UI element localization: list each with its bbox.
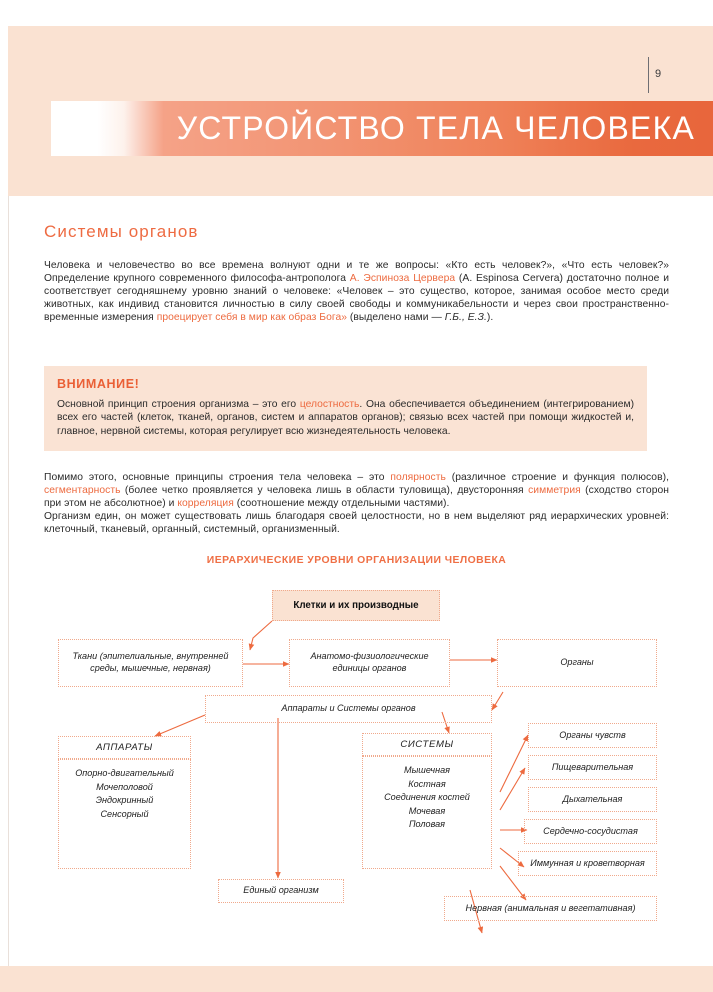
- p2-part4: (сходство сторон при этом не абсолютное) и: [44, 485, 669, 510]
- hierarchy-diagram: [0, 555, 713, 935]
- apparatus-item: Мочеполовой: [96, 781, 153, 792]
- node-immune: [518, 851, 657, 876]
- node-systems-list: [362, 756, 492, 869]
- p1-highlight-name: А. Эспиноза Цервера: [349, 273, 456, 285]
- attention-title: ВНИМАНИЕ!: [57, 377, 140, 391]
- systems-items: [367, 765, 487, 831]
- section-title: Системы органов: [44, 222, 199, 241]
- node-cardiovascular-label: Сердечно-сосудистая: [543, 825, 638, 836]
- p2-part3: (более четко проявляется у человека лишь в области туловища), двусторонняя: [120, 485, 529, 497]
- p2-part2: (различное строение и функция полюсов),: [445, 472, 669, 483]
- footer-band: [0, 966, 713, 992]
- node-respiratory: [528, 787, 657, 812]
- page-number-rule: [648, 57, 649, 93]
- node-units: [289, 639, 450, 687]
- node-nervous-label: Нервная (анимальная и вегетативная): [465, 902, 636, 913]
- node-organs-label: Органы: [560, 657, 594, 668]
- p2-part1: Помимо этого, основные принципы строения тела человека – это: [44, 472, 391, 483]
- node-digestive: [528, 755, 657, 780]
- paragraph-1: [44, 259, 669, 324]
- apparatus-item: Сенсорный: [100, 808, 149, 819]
- node-cells-label: Клетки и их производные: [293, 599, 419, 611]
- node-apparatus-and-systems-label: Аппараты и Системы органов: [281, 703, 416, 714]
- p2-highlight-polarity: полярность: [390, 472, 446, 483]
- apparatus-item: Опорно-двигательный: [75, 768, 174, 778]
- p1-part3: (выделено нами —: [347, 312, 445, 324]
- node-apparatus-list: [58, 759, 191, 869]
- systems-item: Мышечная: [404, 765, 450, 775]
- node-nervous: [444, 896, 657, 921]
- article-content: [44, 222, 669, 324]
- p2-highlight-segmentation: сегментарность: [44, 485, 121, 497]
- p2-highlight-symmetry: симметрия: [528, 485, 581, 497]
- node-sense-organs: [528, 723, 657, 748]
- attn-part2: . Она обеспечивается объединением (интегрированием) всех его частей (клеток, тканей, органов, систем и аппаратов органов); связью всех частей при помощи жидкостей и, главное, нервной системы, которая регулирует всю жизнедеятельность человека.: [57, 399, 635, 437]
- p1-part4: ).: [486, 312, 494, 324]
- node-digestive-label: Пищеварительная: [551, 761, 634, 772]
- node-systems-header: [362, 733, 492, 756]
- diagram-title: ИЕРАРХИЧЕСКИЕ УРОВНИ ОРГАНИЗАЦИИ ЧЕЛОВЕКА: [206, 555, 507, 566]
- node-organs: [497, 639, 657, 687]
- p1-part2: (A. Espinosa Cervera) достаточно полное и соответствует сегодняшнему уровню знаний о человеке: «Человек – это существо, которое, занимая особое место среди животных, как индивид становится личностью в силу своей свободы и коммуникабельности и через свои пространственно-временные измерения: [44, 273, 669, 324]
- p2-part6: Организм един, он может существовать лишь благодаря своей целостности, но в нем выделяют ряд иерархических уровней: клеточный, тканевый, органный, системный, организменный.: [44, 511, 669, 536]
- node-tissues: [58, 639, 243, 687]
- node-tissues-label: Ткани (эпителиальные, внутренней среды, мышечные, нервная): [72, 651, 229, 673]
- apparatus-item: Эндокринный: [95, 795, 154, 806]
- node-apparatus-header-label: АППАРАТЫ: [96, 741, 153, 753]
- node-respiratory-label: Дыхательная: [562, 793, 623, 804]
- title-ribbon: [51, 101, 713, 156]
- attn-part1: Основной принцип строения организма – это его: [57, 399, 300, 410]
- page-number: 9: [655, 68, 662, 80]
- attention-box: [44, 366, 647, 451]
- p2-highlight-correlation: корреляция: [177, 498, 234, 510]
- node-immune-label: Иммунная и кроветворная: [530, 857, 645, 868]
- systems-item: Костная: [408, 778, 446, 789]
- paragraph-2-wrap: [44, 471, 669, 536]
- node-systems-header-label: СИСТЕМЫ: [400, 738, 454, 750]
- paragraph-2: [44, 471, 669, 536]
- node-cells: [272, 590, 440, 621]
- p1-highlight-quote: проецирует себя в мир как образ Бога»: [156, 312, 348, 324]
- node-apparatus-header: [58, 736, 191, 759]
- p1-part1: Человека и человечество во все времена волнуют одни и те же вопросы: «Кто есть человек?», «Что есть человек?» Определение крупного современного философа-антрополога: [44, 260, 669, 285]
- page-title: УСТРОЙСТВО ТЕЛА ЧЕЛОВЕКА: [176, 109, 695, 146]
- node-apparatus-and-systems: [205, 695, 492, 723]
- node-units-label: Анатомо-физиологические единицы органов: [310, 651, 429, 673]
- systems-item: Мочевая: [408, 805, 446, 816]
- node-single-organism-label: Единый организм: [243, 885, 319, 896]
- systems-item: Соединения костей: [384, 792, 470, 803]
- p1-initials: Г.Б., Е.З.: [444, 312, 487, 324]
- node-single-organism: [218, 879, 344, 903]
- p2-part5: (соотношение между отдельными частями).: [233, 498, 450, 510]
- systems-item: Половая: [408, 819, 446, 830]
- apparatus-items: [63, 768, 186, 820]
- node-sense-organs-label: Органы чувств: [559, 729, 626, 740]
- node-cardiovascular: [524, 819, 657, 844]
- attn-highlight: целостность: [299, 399, 360, 410]
- attention-body: [57, 398, 634, 438]
